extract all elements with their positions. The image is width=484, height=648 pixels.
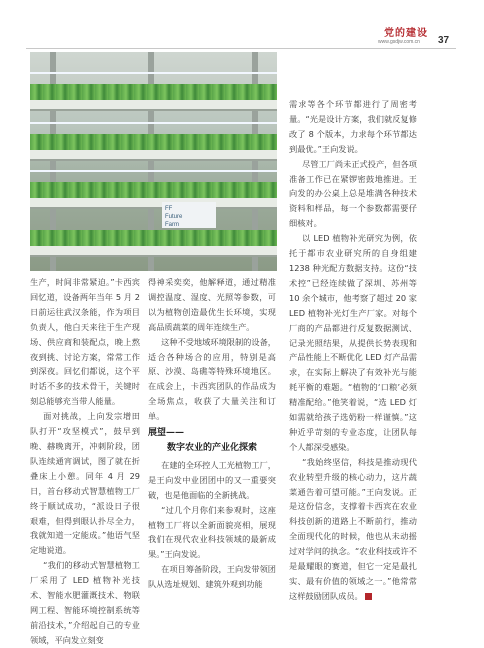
plant-row (30, 134, 277, 150)
equipment-label-panel: FF Future Farm (162, 202, 216, 228)
paragraph (289, 455, 417, 604)
paragraph: 以 LED 植物补光研究为例，依托于都市农业研究所的自身组建 1238 种光配方数据支持。这份“技术控”已经连续做了深圳、苏州等 10 余个城市，他考察了超过 20 家 LED 植物补光灯生产厂家。对每个厂商的产品都进行反复数据测试、记录光照结果，从提供长势表现和产品性能上不断优化 LED 灯产品需求，在实际上解决了有效补光与能耗平衡的难题。“植物的‘口粮’必须精准配给。”他笑着说，“选 LED 灯如需就给孩子选奶粉一样谨慎。”这种近乎苛刻的专业态度，让团队每个人都深受感染。 (289, 233, 417, 452)
magazine-url: www.gsdjw.com.cn (378, 39, 420, 45)
paragraph: 在项目筹备阶段，王向发带领团队从选址规划、建筑外观到功能 (148, 564, 276, 590)
plant-row (30, 230, 277, 246)
header-rule (26, 48, 456, 49)
paragraph: “我们的移动式智慧植物工厂采用了 LED 植物补光技术、智能水肥灌溉技术、物联网工程、智能环境控制系统等前沿技术，”介绍起自己的专业领域，平向发立刻变 (30, 560, 140, 645)
magazine-logo: 党的建设 (384, 28, 428, 39)
plant-row (30, 84, 277, 100)
paragraph: 在建的全环控人工光植物工厂，是王向发中业团团中的又一重要突破，也是他面临的全新挑战。 (148, 459, 276, 500)
shelf (30, 100, 277, 111)
section-title: 数字农业的产业化探索 (166, 442, 257, 453)
grow-light (30, 122, 277, 124)
text-column-1 (30, 275, 140, 648)
section-label: 展望—— (148, 428, 185, 439)
plant-row (30, 182, 277, 198)
shelf (30, 150, 277, 161)
text-column-3 (289, 97, 417, 604)
paragraph: 面对挑战，上向发宗增田队打开“攻坚模式”，鼓早到晚、赫晚离开，冲刺阶段，团队连续通宵调试，图了就在折叠床上小憩。同年 4 月 29 日，首台移动式智慧植物工厂终于顺试成功，“派设日子很艰难，但得到眼认扑尽全力，我就知道一定能成。”他语气坚定地说道。 (30, 411, 140, 556)
shelf (30, 246, 277, 257)
paragraph: “过几个月你们来参观时，这座植物工厂将以全新面貌亮相，展现我们在现代农业科技领域的最新成果。”王向发说。 (148, 504, 276, 560)
plant-factory-photo (30, 52, 277, 271)
text-column-2 (148, 275, 276, 592)
article-end-mark (365, 593, 372, 600)
paragraph: 尽管工厂尚未正式投产，但各项准备工作已在紧锣密鼓地推进。王向发的办公桌上总是堆满各种技术资料和样品，每一个参数都需要仔细核对。 (289, 158, 417, 229)
grow-light (30, 170, 277, 172)
paragraph-text: “我始终坚信，科技是推动现代农业转型升级的核心动力，这片蔬菜通告着可望可能。”王向发说。正是这份信念，支撑着卡西宾在农业科技创新的道路上不断前行，推动全面现代化的时候，他也从未动摇过对学问的执念。“农业科技或许不是最耀眼的赛道，但它一定是最扎实、最有价值的领域之一。”他常常这样鼓励团队成员。 (289, 456, 417, 601)
shelf (30, 198, 277, 209)
paragraph: 需求等各个环节都进行了周密考量。“光是设计方案，我们就反复修改了 8 个版本，力求每个环节都达到最优。”王向发说。 (289, 99, 417, 154)
paragraph: 生产，时间非常紧迫。”卡西宾回忆道，设备两年当年 5 月 2 日前运往武汉条能，作为项目负责人，他白天来往于生产现场、供应商和装配点，晚上熬夜到挑、讨论方案，常常工作到深夜。回忆们都说，这个平时话不多的技术骨干，关键时刻总能够充当带人能量。 (30, 277, 140, 407)
grow-light (30, 72, 277, 74)
paragraph: 这种不受地域环境限制的设备，适合各种场合的应用，特别是高原、沙漠、岛礁等特殊环境地区。在成会上，卡西宾团队的作品成为全场焦点，收获了大量关注和订单。 (148, 336, 276, 422)
page-number: 37 (438, 35, 450, 46)
paragraph: 得神采奕奕，他解释道，通过精准调控温度、湿度、光照等参数，可以为植物创造最优生长环境，实现高品质蔬菜的周年连续生产。 (148, 277, 276, 332)
